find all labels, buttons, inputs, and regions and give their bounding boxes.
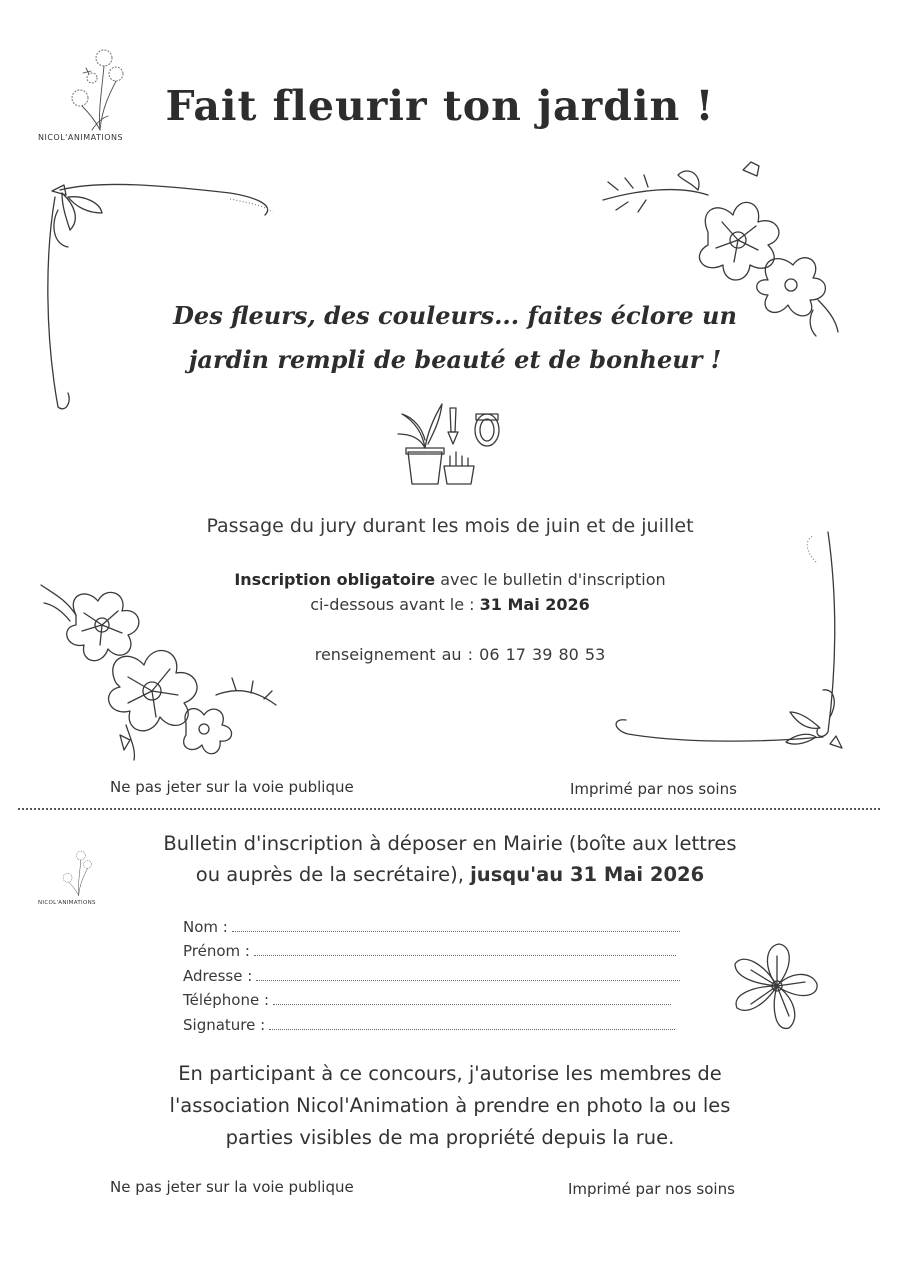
bulletin-line-1: Bulletin d'inscription à déposer en Mairie (boîte aux lettres bbox=[163, 832, 737, 855]
inscription-bold: Inscription obligatoire bbox=[234, 570, 436, 589]
consent-text bbox=[110, 1058, 790, 1154]
form-field-nom[interactable] bbox=[183, 918, 680, 936]
inscription-rest: avec le bulletin d'inscription bbox=[435, 570, 666, 589]
flower-logo-icon bbox=[52, 850, 102, 900]
inscription-text bbox=[180, 567, 720, 617]
inscription-deadline: 31 Mai 2026 bbox=[479, 595, 590, 614]
bulletin-text bbox=[110, 828, 790, 890]
form-label: Prénom : bbox=[183, 942, 250, 960]
consent-line-2: l'association Nicol'Animation à prendre en photo la ou les bbox=[169, 1094, 731, 1117]
form-field-signature[interactable] bbox=[183, 1016, 675, 1034]
consent-line-3: parties visibles de ma propriété depuis la rue. bbox=[225, 1126, 675, 1149]
cut-line bbox=[18, 808, 880, 810]
contact-phone: 06 17 39 80 53 bbox=[479, 645, 606, 664]
fill-line[interactable] bbox=[254, 954, 676, 956]
slogan bbox=[150, 294, 760, 382]
jury-text: Passage du jury durant les mois de juin et de juillet bbox=[206, 515, 694, 537]
form-field-adresse[interactable] bbox=[183, 967, 680, 985]
form-field-prenom[interactable] bbox=[183, 942, 676, 960]
consent-line-1: En participant à ce concours, j'autorise les membres de bbox=[178, 1062, 722, 1085]
fill-line[interactable] bbox=[256, 979, 680, 981]
contact-label: renseignement au : bbox=[314, 645, 480, 664]
bulletin-line-2: ou auprès de la secrétaire), bbox=[195, 863, 471, 886]
fill-line[interactable] bbox=[269, 1028, 675, 1030]
footer-no-litter: Ne pas jeter sur la voie publique bbox=[110, 1178, 354, 1196]
slogan-line-1: Des fleurs, des couleurs... faites éclore un bbox=[173, 301, 737, 330]
bulletin-deadline: jusqu'au 31 Mai 2026 bbox=[470, 863, 705, 886]
inscription-line2: ci-dessous avant le : bbox=[310, 595, 480, 614]
fill-line[interactable] bbox=[273, 1003, 671, 1005]
footer-printed: Imprimé par nos soins bbox=[570, 780, 737, 798]
flourish-icon bbox=[608, 522, 848, 752]
logo-text: NICOL'ANIMATIONS bbox=[38, 900, 96, 906]
flower-logo-icon bbox=[52, 48, 142, 138]
form-label: Nom : bbox=[183, 918, 228, 936]
flower-icon bbox=[727, 938, 827, 1038]
form-field-telephone[interactable] bbox=[183, 991, 671, 1009]
garden-pots-icon bbox=[392, 400, 512, 490]
contact-text bbox=[200, 645, 720, 664]
footer-no-litter: Ne pas jeter sur la voie publique bbox=[110, 778, 354, 796]
slogan-line-2: jardin rempli de beauté et de bonheur ! bbox=[188, 345, 722, 374]
fill-line[interactable] bbox=[232, 930, 680, 932]
form-label: Signature : bbox=[183, 1016, 266, 1034]
logo-text: NICOL'ANIMATIONS bbox=[38, 133, 124, 142]
form-label: Téléphone : bbox=[183, 991, 270, 1009]
footer-printed: Imprimé par nos soins bbox=[568, 1180, 735, 1198]
page-title: Fait fleurir ton jardin ! bbox=[165, 82, 715, 130]
form-label: Adresse : bbox=[183, 967, 253, 985]
